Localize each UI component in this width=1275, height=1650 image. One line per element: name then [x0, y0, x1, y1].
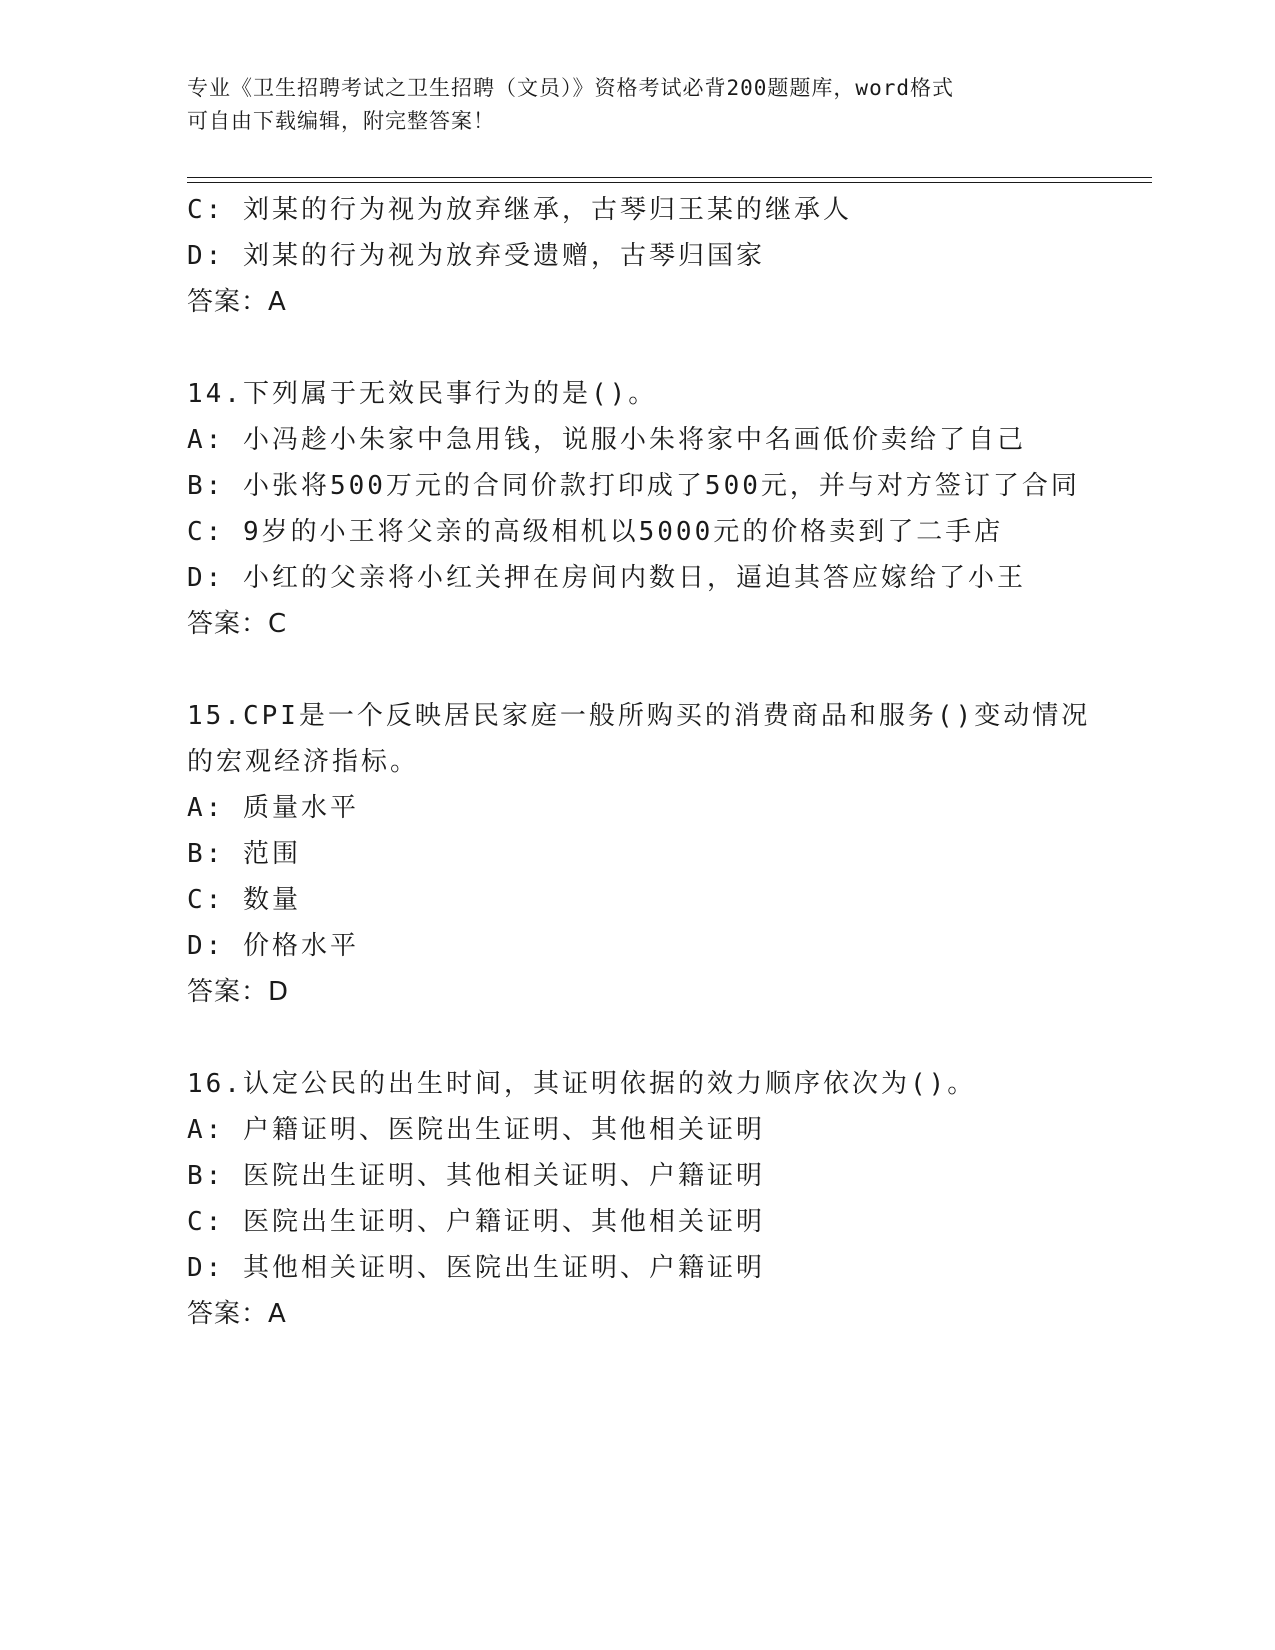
header-title-line-1: 专业《卫生招聘考试之卫生招聘（文员）》资格考试必背200题题库，word格式	[187, 76, 954, 100]
option-b: B: 医院出生证明、其他相关证明、户籍证明	[187, 1161, 765, 1191]
option-d: D: 其他相关证明、医院出生证明、户籍证明	[187, 1253, 765, 1283]
option-d: D: 小红的父亲将小红关押在房间内数日，逼迫其答应嫁给了小王	[187, 563, 1026, 593]
option-c: C: 9岁的小王将父亲的高级相机以5000元的价格卖到了二手店	[187, 517, 1004, 547]
spacer	[187, 647, 1087, 693]
option-d: D: 价格水平	[187, 931, 359, 961]
header-divider-thick	[187, 182, 1152, 183]
question-list	[187, 187, 1091, 1337]
option-d: D: 刘某的行为视为放弃受遗赠，古琴归国家	[187, 241, 765, 271]
question-13-continued	[187, 187, 1087, 325]
answer-line: 答案：A	[187, 1299, 287, 1329]
answer-line: 答案：A	[187, 287, 287, 317]
question-16	[187, 1061, 1087, 1337]
option-a: A: 小冯趁小朱家中急用钱，说服小朱将家中名画低价卖给了自己	[187, 425, 1026, 455]
spacer	[187, 1015, 1087, 1061]
option-c: C: 刘某的行为视为放弃继承，古琴归王某的继承人	[187, 195, 852, 225]
question-stem-line-2: 的宏观经济指标。	[187, 747, 420, 777]
spacer	[187, 325, 1087, 371]
question-stem-line-1: 15.CPI是一个反映居民家庭一般所购买的消费商品和服务()变动情况	[187, 701, 1091, 731]
option-a: A: 质量水平	[187, 793, 359, 823]
option-b: B: 小张将500万元的合同价款打印成了500元，并与对方签订了合同	[187, 471, 1080, 501]
answer-line: 答案：D	[187, 977, 290, 1007]
question-stem: 14.下列属于无效民事行为的是()。	[187, 379, 658, 409]
question-15	[187, 693, 1091, 1015]
answer-line: 答案：C	[187, 609, 288, 639]
option-c: C: 医院出生证明、户籍证明、其他相关证明	[187, 1207, 765, 1237]
question-stem: 16.认定公民的出生时间，其证明依据的效力顺序依次为()。	[187, 1069, 977, 1099]
header-title-line-2: 可自由下载编辑，附完整答案！	[187, 109, 495, 133]
option-a: A: 户籍证明、医院出生证明、其他相关证明	[187, 1115, 765, 1145]
header-divider-thin	[187, 177, 1152, 178]
question-14	[187, 371, 1087, 647]
option-c: C: 数量	[187, 885, 301, 915]
option-b: B: 范围	[187, 839, 301, 869]
document-header	[187, 72, 1067, 138]
